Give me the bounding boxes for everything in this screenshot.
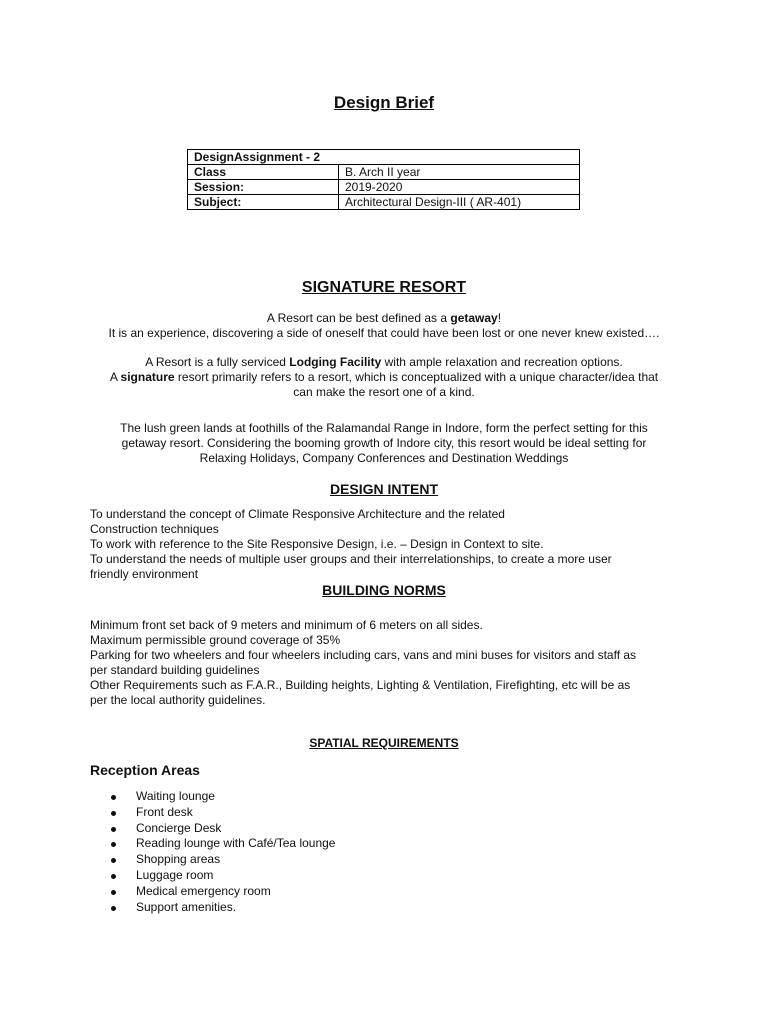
assignment-info-table (187, 149, 580, 210)
table-row (188, 195, 580, 210)
signature-resort-heading: SIGNATURE RESORT (301, 279, 467, 296)
table-cell-label: Class (188, 165, 339, 180)
document-title: Design Brief (333, 93, 435, 112)
table-cell-label: Subject: (188, 195, 339, 210)
design-intent-text: To understand the concept of Climate Responsive Architecture and the related Construction techniques To work with reference to the Site Responsive Design, i.e. – Design in Context to site. To understand the needs of multiple user groups and their interrelationships, to create a more user friendly environment (90, 507, 612, 581)
lodging-paragraph: A Resort is a fully serviced Lodging Facility with ample relaxation and recreation options. A signature resort primarily refers to a resort, which is conceptualized with a unique character/idea that can make the resort one of a kind. (109, 355, 659, 399)
table-cell-value: B. Arch II year (339, 165, 580, 180)
building-norms-text: Minimum front set back of 9 meters and minimum of 6 meters on all sides. Maximum permissible ground coverage of 35% Parking for two wheelers and four wheelers including cars, vans and mini buses for visitors and staff as per standard building guidelines Other Requirements such as F.A.R., Building heights, Lighting & Ventilation, Firefighting, etc will be as per the local authority guidelines. (90, 618, 637, 707)
list-item: Concierge Desk (108, 821, 335, 837)
building-norms-heading: BUILDING NORMS (322, 582, 446, 598)
table-cell-label: Session: (188, 180, 339, 195)
table-row (188, 165, 580, 180)
list-item: Front desk (108, 805, 335, 821)
list-item: Support amenities. (108, 900, 335, 916)
table-cell-value: Architectural Design-III ( AR-401) (339, 195, 580, 210)
spatial-requirements-heading: SPATIAL REQUIREMENTS (309, 736, 459, 750)
intro-paragraph: A Resort can be best defined as a getaway! It is an experience, discovering a side of oneself that could have been lost or one never knew existed…. (108, 311, 660, 340)
list-item: Waiting lounge (108, 789, 335, 805)
list-item: Luggage room (108, 868, 335, 884)
reception-areas-heading: Reception Areas (90, 762, 200, 778)
table-cell-label: DesignAssignment - 2 (188, 150, 580, 165)
list-item: Shopping areas (108, 852, 335, 868)
table-row (188, 180, 580, 195)
list-item: Medical emergency room (108, 884, 335, 900)
table-row (188, 150, 580, 165)
list-item: Reading lounge with Café/Tea lounge (108, 836, 335, 852)
reception-list (108, 789, 335, 915)
setting-paragraph: The lush green lands at foothills of the Ralamandal Range in Indore, form the perfect setting for this getaway resort. Considering the booming growth of Indore city, this resort would be ideal setting for Relaxing Holidays, Company Conferences and Destination Weddings (120, 421, 648, 465)
table-cell-value: 2019-2020 (339, 180, 580, 195)
design-intent-heading: DESIGN INTENT (329, 481, 439, 497)
